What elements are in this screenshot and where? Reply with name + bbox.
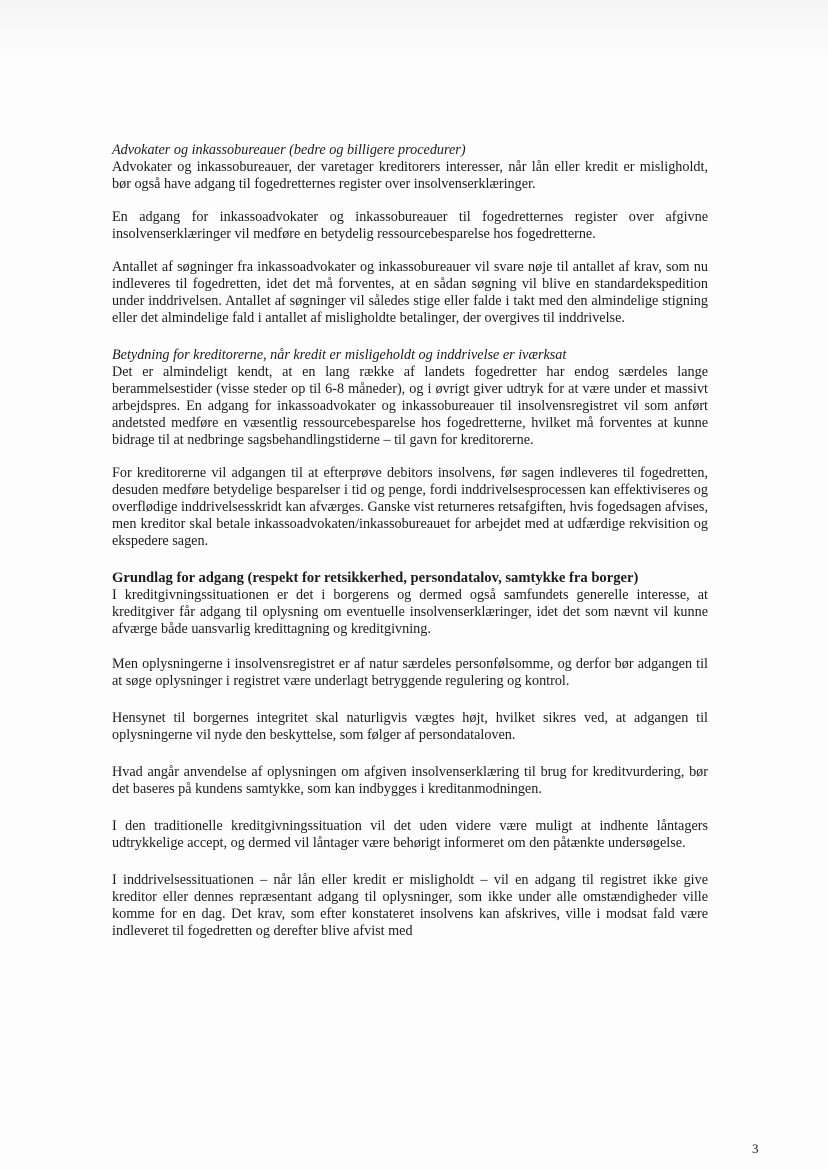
section-2 [112, 347, 708, 449]
paragraph: For kreditorerne vil adgangen til at efterprøve debitors insolvens, før sagen indleveres til fogedretten, desuden medføre betydelige besparelser i tid og penge, fordi inddrivelsesprocessen kan effektiviseres og overflødige inddrivelsesskridt kan afværges. Ganske vist returneres retsafgiften, hvis fogedsagen afvises, men kreditor skal betale inkassoadvokaten/inkassobureauet for arbejdet med at udfærdige rekvisition og ekspedere sagen. [112, 465, 708, 549]
section-heading: Advokater og inkassobureauer (bedre og billigere procedurer) [112, 142, 466, 158]
paragraph: I inddrivelsessituationen – når lån eller kredit er misligholdt – vil en adgang til registret ikke give kreditor eller dennes repræsentant adgang til oplysninger, som ikke under alle omstændigheder ville komme for en dag. Det krav, som efter konstateret insolvens kan afskrives, ville i modsat fald være indleveret til fogedretten og derefter blive afvist med [112, 872, 708, 939]
paragraph: Hensynet til borgernes integritet skal naturligvis vægtes højt, hvilket sikres ved, at adgangen til oplysningerne vil nyde den beskyttelse, som følger af persondataloven. [112, 710, 708, 743]
scan-shading [0, 0, 828, 60]
section-heading: Grundlag for adgang (respekt for retsikkerhed, persondatalov, samtykke fra borger) [112, 570, 639, 586]
section-1 [112, 142, 708, 193]
paragraph: I kreditgivningssituationen er det i borgerens og dermed også samfundets generelle interesse, at kreditgiver får adgang til oplysning om eventuelle insolvenserklæringer, idet det som nævnt vil kunne afværge både uansvarlig kredittagning og kreditgivning. [112, 587, 708, 637]
paragraph: Det er almindeligt kendt, at en lang række af landets fogedretter har endog særdeles lange berammelsestider (visse steder op til 6-8 måneder), og i øvrigt giver udtryk for at være under et massivt arbejdspres. En adgang for inkassoadvokater og inkassobureauer til insolvensregistret vil som anført andetsted medføre en væsentlig ressourcebesparelse hos fogedretterne, hvilket må forventes at kunne bidrage til at nedbringe sagsbehandlingstiderne – til gavn for kreditorerne. [112, 364, 708, 448]
document-body [112, 142, 708, 956]
paragraph: En adgang for inkassoadvokater og inkassobureauer til fogedretternes register over afgivne insolvenserklæringer vil medføre en betydelig ressourcebesparelse hos fogedretterne. [112, 209, 708, 242]
paragraph: Hvad angår anvendelse af oplysningen om afgiven insolvenserklæring til brug for kreditvurdering, bør det baseres på kundens samtykke, som kan indbygges i kreditanmodningen. [112, 764, 708, 797]
section-heading: Betydning for kreditorerne, når kredit er misligeholdt og inddrivelse er iværksat [112, 347, 567, 363]
paragraph: Antallet af søgninger fra inkassoadvokater og inkassobureauer vil svare nøje til antallet af krav, som nu indleveres til fogedretten, idet det må forventes, at en sådan søgning vil blive en standardekspedition under inddrivelsen. Antallet af søgninger vil således stige eller falde i takt med den almindelige stigning eller det almindelige fald i antallet af misligholdte betalinger, der overgives til inddrivelse. [112, 259, 708, 326]
page-number: 3 [752, 1141, 759, 1156]
section-3 [112, 570, 708, 638]
paragraph: Men oplysningerne i insolvensregistret er af natur særdeles personfølsomme, og derfor bør adgangen til at søge oplysninger i registret være underlagt betryggende regulering og kontrol. [112, 656, 708, 689]
paragraph: Advokater og inkassobureauer, der varetager kreditorers interesser, når lån eller kredit er misligholdt, bør også have adgang til fogedretternes register over insolvenserklæringer. [112, 159, 708, 192]
paragraph: I den traditionelle kreditgivningssituation vil det uden videre være muligt at indhente låntagers udtrykkelige accept, og dermed vil låntager være behørigt informeret om den påtænkte undersøgelse. [112, 818, 708, 851]
